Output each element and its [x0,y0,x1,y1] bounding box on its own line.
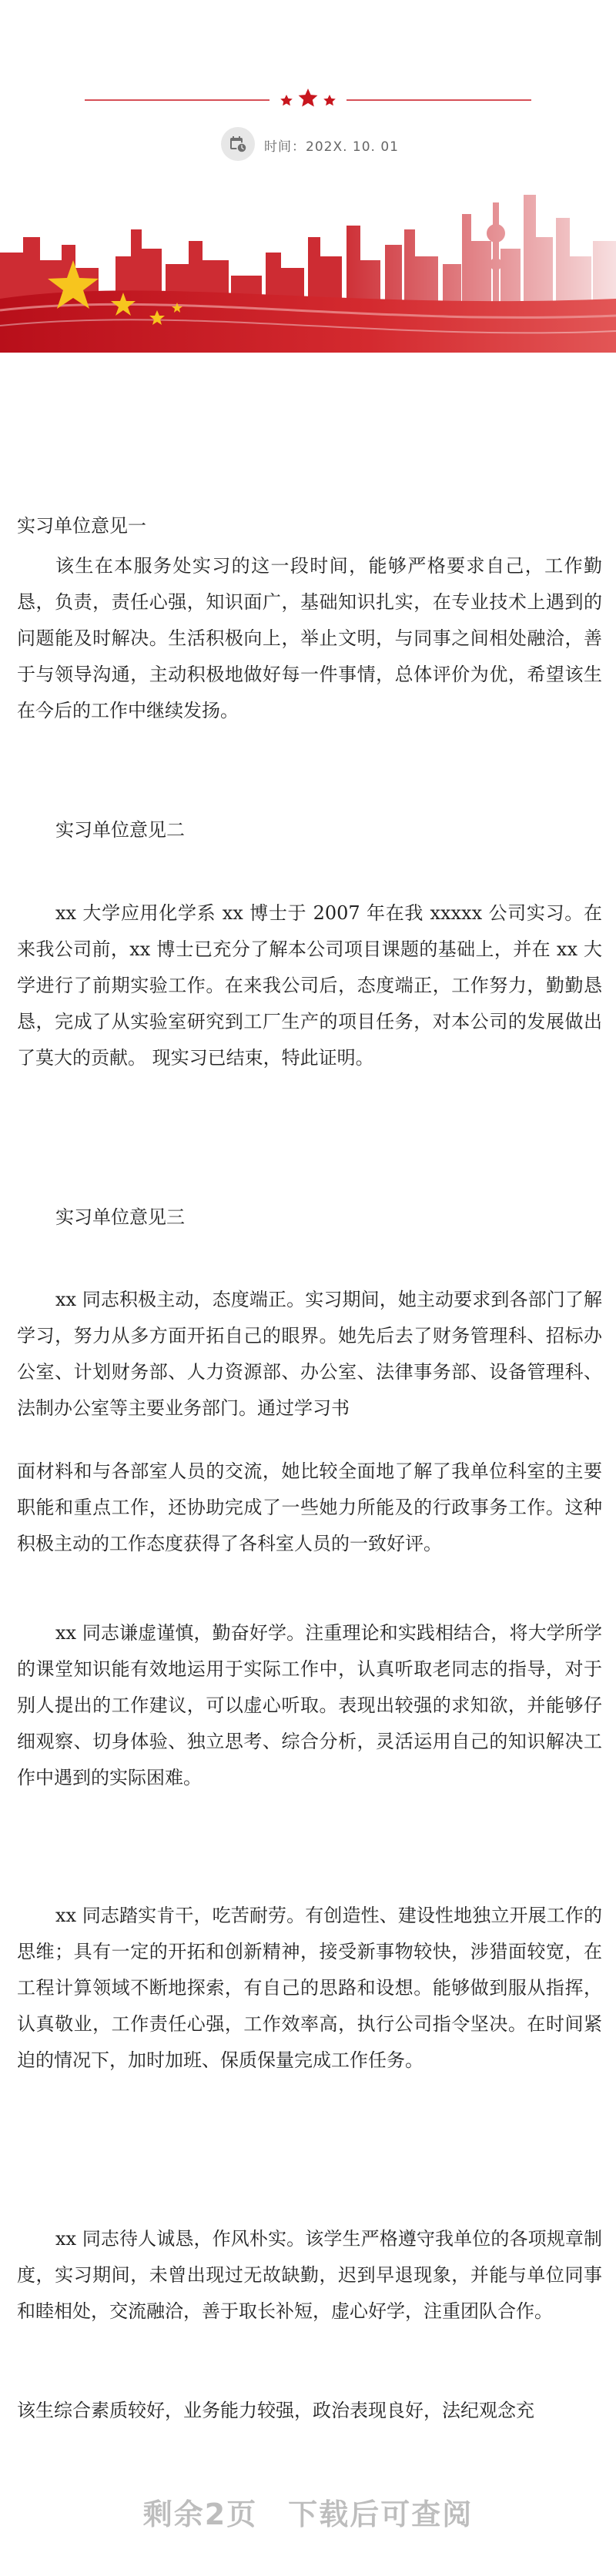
paragraph: xx 同志积极主动，态度端正。实习期间，她主动要求到各部门了解学习，努力从多方面开拓自己的眼界。她先后去了财务管理科、招标办公室、计划财务部、人力资源部、办公室、法律事务部、设备管理科、法制办公室等主要业务部门。通过学习书 [17,1289,602,1419]
star-icon [299,89,318,107]
section-heading: 实习单位意见一 [17,515,146,537]
paragraph: 该生综合素质较好，业务能力较强，政治表现良好，法纪观念充 [17,2400,534,2421]
download-prompt[interactable] [0,2481,616,2542]
calendar-clock-icon [221,127,255,161]
paragraph: xx 同志踏实肯干，吃苦耐劳。有创造性、建设性地独立开展工作的思维；具有一定的开拓和创新精神，接受新事物较快，涉猎面较宽，在工程计算领域不断地探索，有自己的思路和设想。能够做到服从指挥，认真敬业，工作责任心强，工作效率高，执行公司指令坚决。在时间紧迫的情况下，加时加班、保质保量完成工作任务。 [17,1905,602,2071]
star-icon [280,95,293,105]
header-divider [0,83,616,117]
paragraph: 面材料和与各部室人员的交流，她比较全面地了解了我单位科室的主要职能和重点工作，还协助完成了一些她力所能及的行政事务工作。这种积极主动的工作态度获得了各科室人员的一致好评。 [17,1460,602,1554]
section-heading: 实习单位意见三 [55,1206,185,1228]
remaining-pages-label: 剩余2页 [142,2497,258,2531]
paragraph: xx 同志谦虚谨慎，勤奋好学。注重理论和实践相结合，将大学所学的课堂知识能有效地运用于实际工作中，认真听取老同志的指导，对于别人提出的工作建议，可以虚心听取。表现出较强的求知欲，并能够仔细观察、切身体验、独立思考、综合分析，灵活运用自己的知识解决工作中遇到的实际困难。 [17,1622,602,1788]
publish-time: 时间：202X. 10. 01 [264,139,399,155]
paragraph: 该生在本服务处实习的这一段时间，能够严格要求自己，工作勤恳，负责，责任心强，知识面广，基础知识扎实，在专业技术上遇到的问题能及时解决。生活积极向上，举止文明，与同事之间相处融洽，善于与领导沟通，主动积极地做好每一件事情，总体评价为优，希望该生在今后的工作中继续发扬。 [17,555,602,721]
star-icon [323,95,336,105]
paragraph: xx 同志待人诚恳，作风朴实。该学生严格遵守我单位的各项规章制度，实习期间，未曾出现过无故缺勤，迟到早退现象，并能与单位同事和睦相处，交流融洽，善于取长补短，虚心好学，注重团队合作。 [17,2228,602,2322]
date-row [0,127,616,164]
paragraph: xx 大学应用化学系 xx 博士于 2007 年在我 xxxxx 公司实习。在来我公司前，xx 博士已充分了解本公司项目课题的基础上，并在 xx 大学进行了前期实验工作。在来我公司后，态度端正，工作努力，勤勤恳恳，完成了从实验室研究到工厂生产的项目任务，对本公司的发展做出了莫大的贡献。 现实习已结束，特此证明。 [17,902,602,1069]
download-hint-label[interactable]: 下载后可查阅 [288,2497,474,2531]
section-heading: 实习单位意见二 [55,819,185,841]
header-banner [0,183,616,353]
